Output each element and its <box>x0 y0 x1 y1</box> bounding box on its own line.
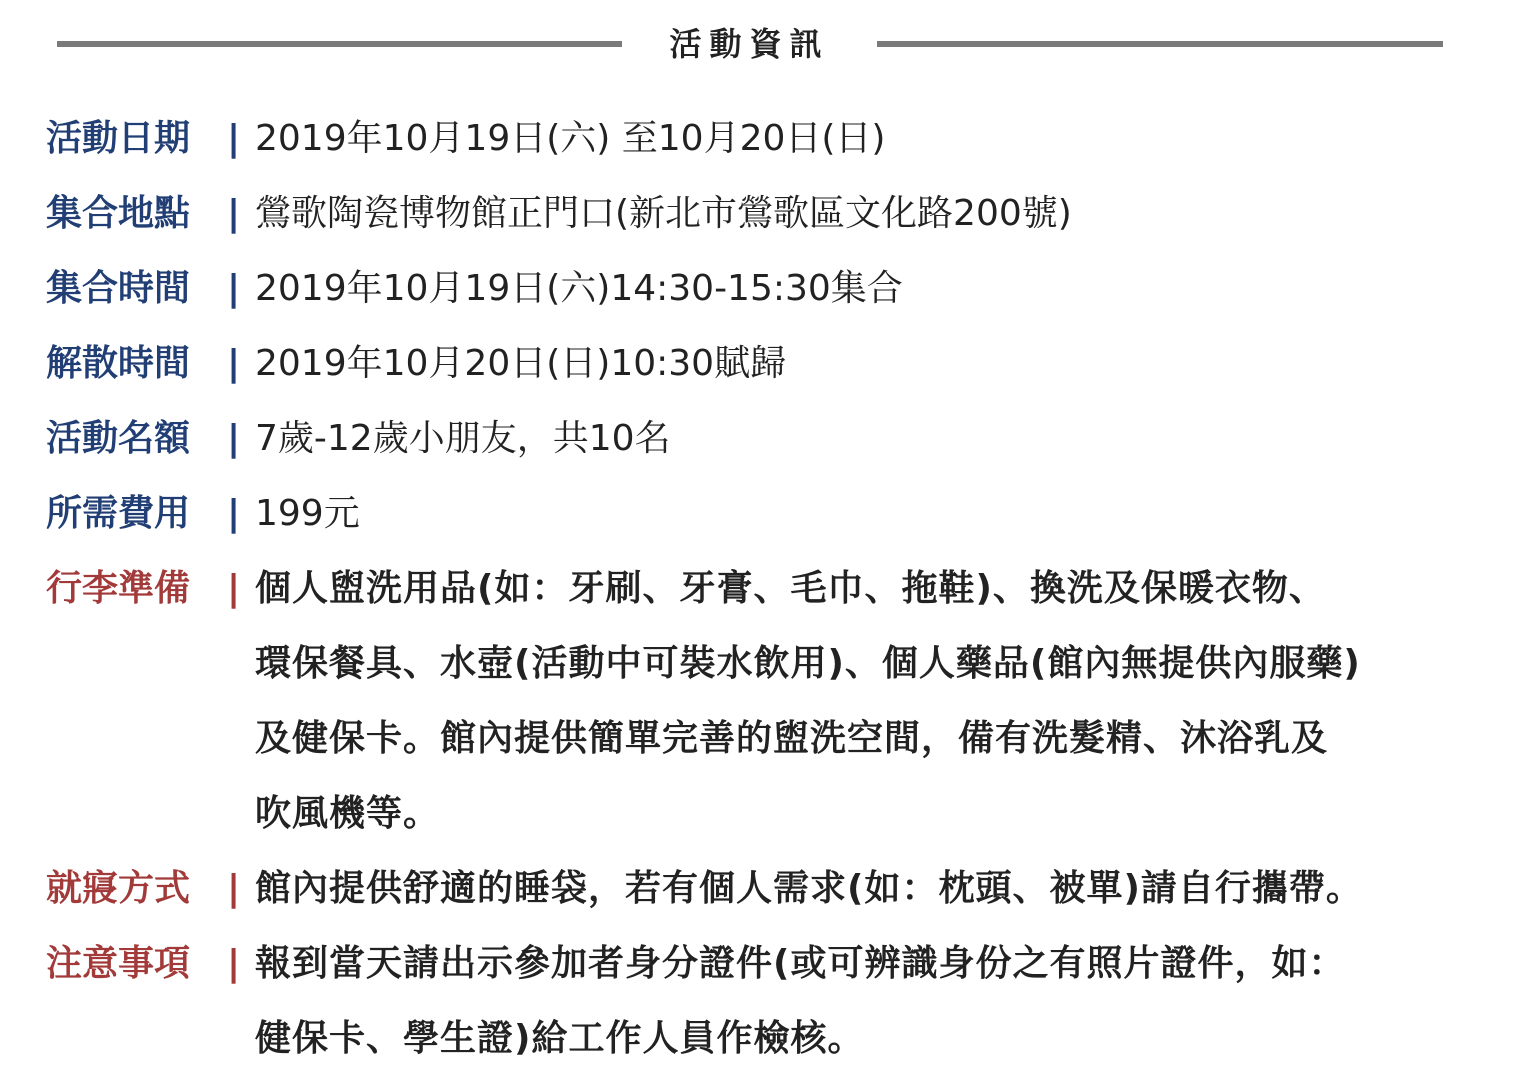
info-row-notes <box>46 926 1496 1076</box>
header-rule-right <box>877 41 1443 47</box>
info-value-line: 個人盥洗用品(如：牙刷、牙膏、毛巾、拖鞋)、換洗及保暖衣物、 <box>255 568 1326 609</box>
info-row-dismiss-time <box>46 326 1496 401</box>
section-title: 活動資訊 <box>669 25 830 63</box>
separator: | <box>227 193 241 234</box>
info-row-location <box>46 176 1496 251</box>
header-rule-left <box>57 41 622 47</box>
info-value-line: 健保卡、學生證)給工作人員作檢核。 <box>255 1018 865 1059</box>
info-label: 集合時間 <box>46 268 191 309</box>
separator: | <box>227 943 241 984</box>
info-value: 7歲-12歲小朋友，共10名 <box>255 418 671 459</box>
info-value: 199元 <box>255 493 360 534</box>
info-value: 館內提供舒適的睡袋，若有個人需求(如：枕頭、被單)請自行攜帶。 <box>255 868 1363 909</box>
info-row-sleeping <box>46 851 1496 926</box>
info-value-line: 環保餐具、水壺(活動中可裝水飲用)、個人藥品(館內無提供內服藥) <box>255 643 1361 684</box>
separator: | <box>227 118 241 159</box>
info-row-gather-time <box>46 251 1496 326</box>
info-row-luggage <box>46 551 1496 851</box>
info-value-line: 吹風機等。 <box>255 793 441 834</box>
separator: | <box>227 418 241 459</box>
info-label: 解散時間 <box>46 343 191 384</box>
separator: | <box>227 868 241 909</box>
info-label: 活動名額 <box>46 418 191 459</box>
info-value: 2019年10月19日(六) 至10月20日(日) <box>255 118 886 159</box>
info-row-date <box>46 101 1496 176</box>
info-row-quota <box>46 401 1496 476</box>
info-row-fee <box>46 476 1496 551</box>
info-label: 就寢方式 <box>46 868 191 909</box>
info-value: 鶯歌陶瓷博物館正門口(新北市鶯歌區文化路200號) <box>255 193 1072 234</box>
section-header <box>0 0 1516 90</box>
info-label: 注意事項 <box>46 943 191 984</box>
info-label: 行李準備 <box>46 568 191 609</box>
info-value: 2019年10月19日(六)14:30-15:30集合 <box>255 268 903 309</box>
info-list <box>46 101 1496 1076</box>
separator: | <box>227 268 241 309</box>
info-value: 2019年10月20日(日)10:30賦歸 <box>255 343 787 384</box>
separator: | <box>227 343 241 384</box>
info-label: 活動日期 <box>46 118 191 159</box>
info-label: 所需費用 <box>46 493 191 534</box>
info-value-line: 及健保卡。館內提供簡單完善的盥洗空間，備有洗髮精、沐浴乳及 <box>255 718 1329 759</box>
info-value-line: 報到當天請出示參加者身分證件(或可辨識身份之有照片證件，如： <box>255 943 1346 984</box>
separator: | <box>227 568 241 609</box>
info-label: 集合地點 <box>46 193 191 234</box>
separator: | <box>227 493 241 534</box>
